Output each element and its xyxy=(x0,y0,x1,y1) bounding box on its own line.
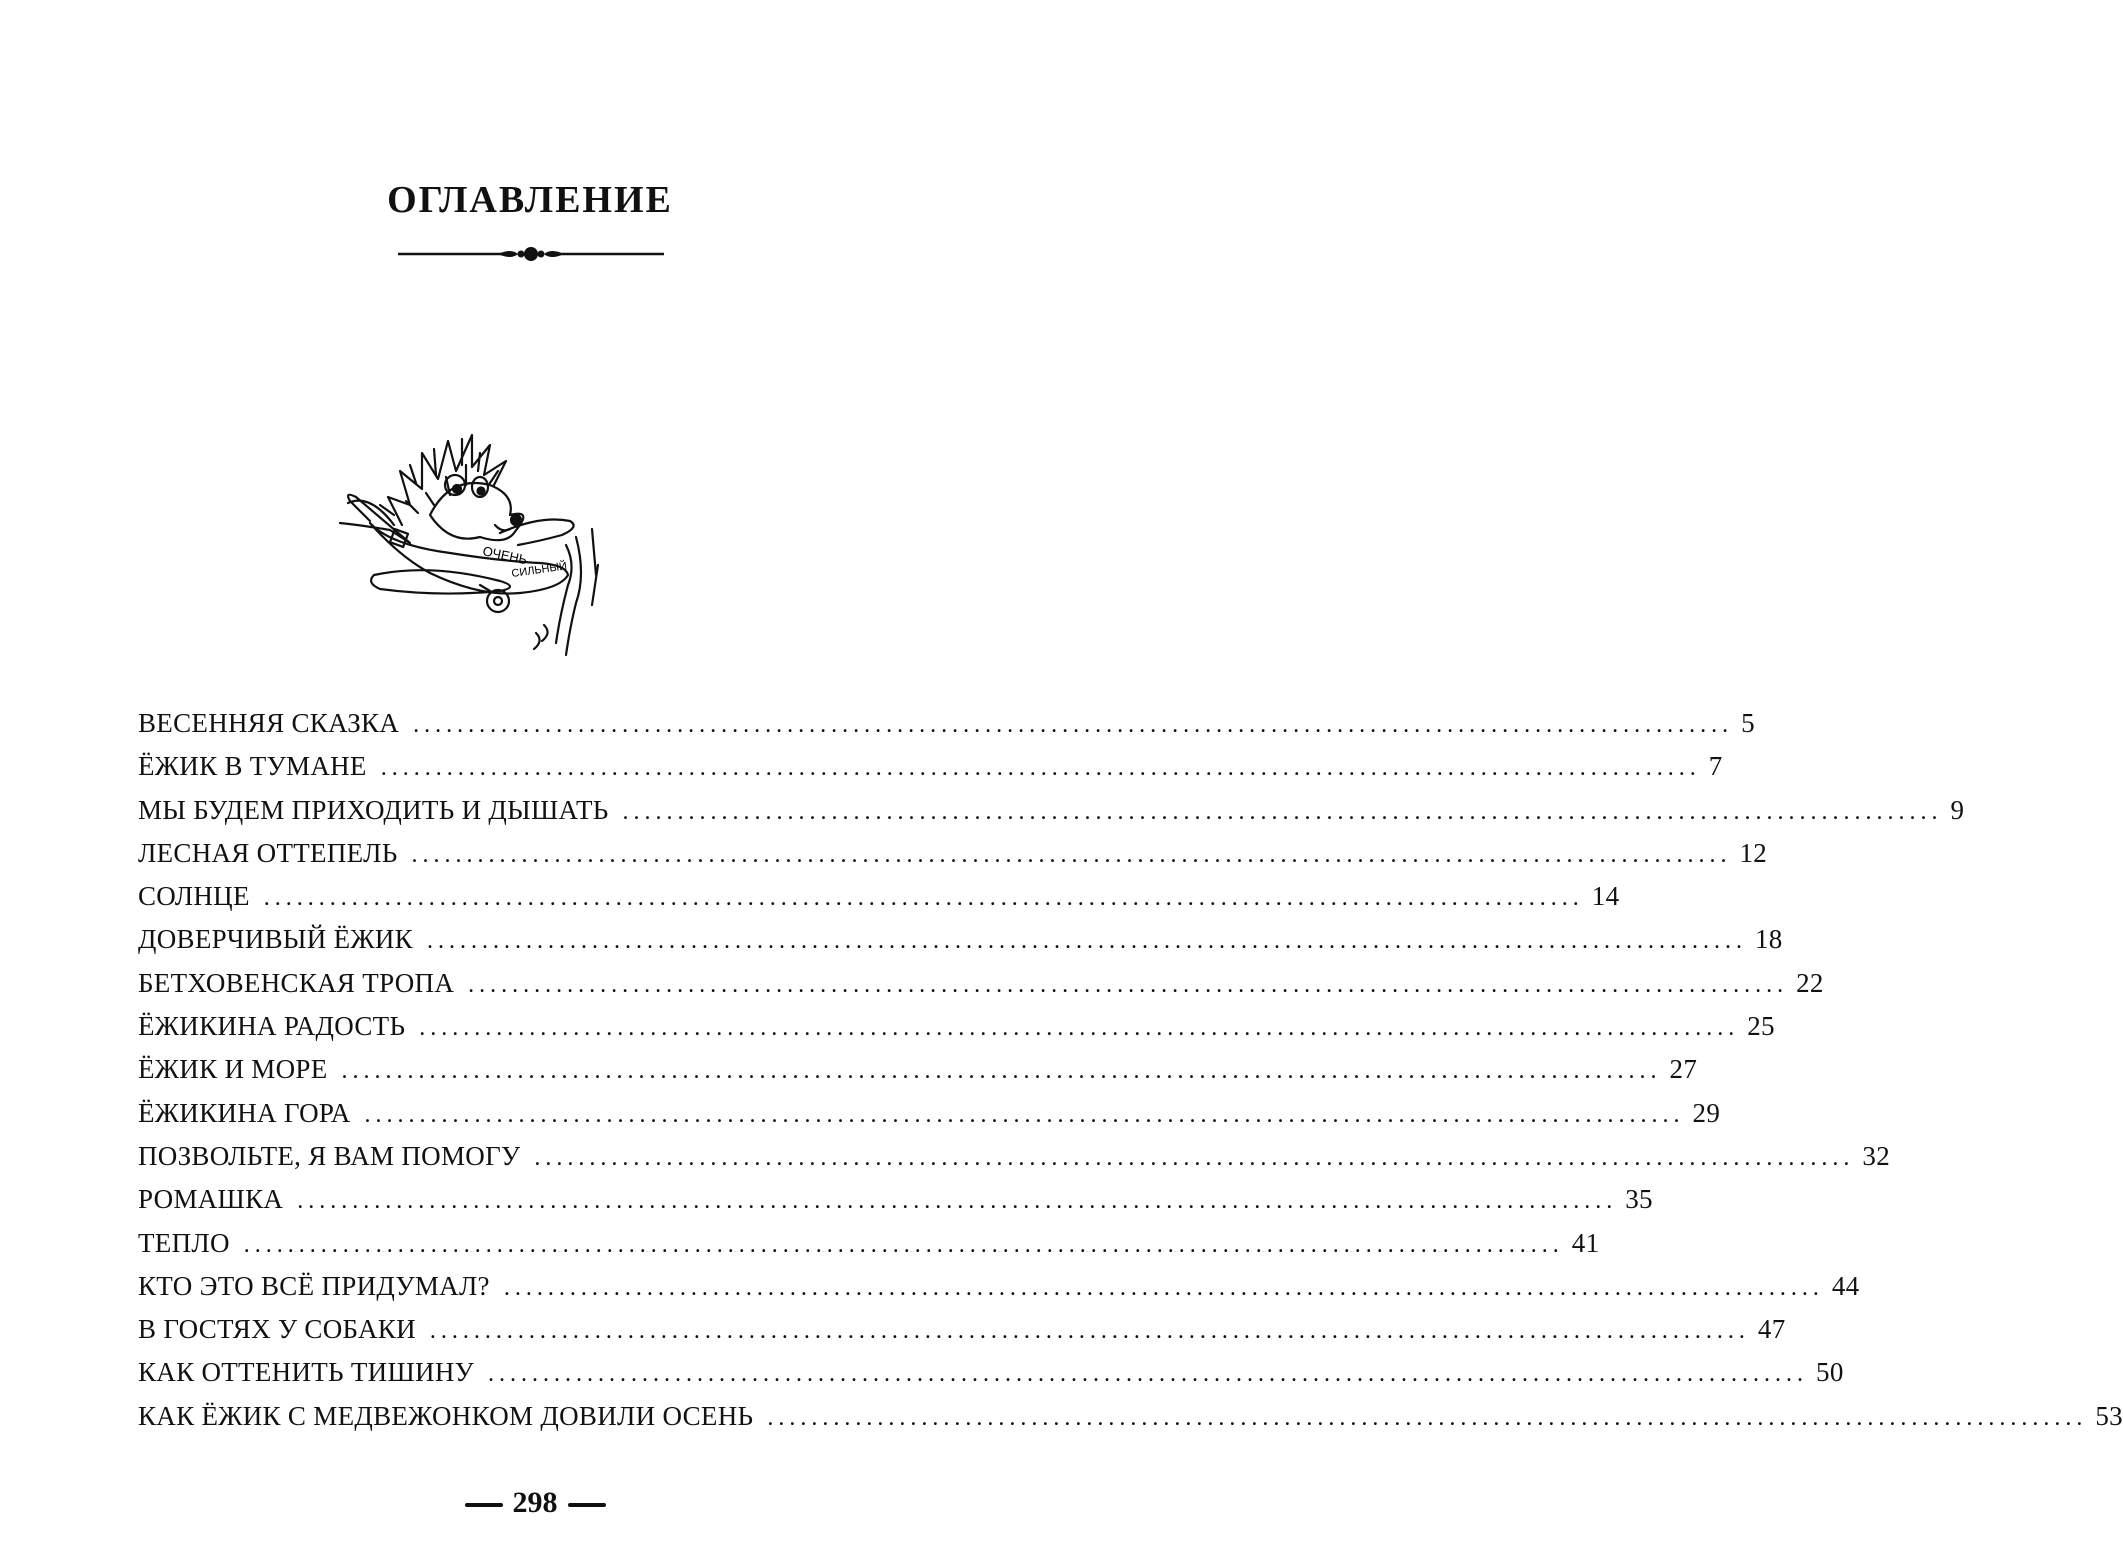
toc-entry-title: ЁЖИК В ТУМАНЕ xyxy=(138,751,367,782)
toc-entry-title: ТЕПЛО xyxy=(138,1227,230,1258)
toc-entry xyxy=(138,794,1965,838)
toc-entry-title: ЁЖИКИНА РАДОСТЬ xyxy=(138,1011,406,1042)
toc-entry-title: ЁЖИКИНА ГОРА xyxy=(138,1097,351,1128)
toc-entry xyxy=(138,1227,1600,1271)
toc-entry xyxy=(138,1357,1844,1400)
toc-leader-dots: ........................................................................................................................ xyxy=(503,1274,1824,1301)
toc-entry-title: СОЛНЦЕ xyxy=(138,881,250,912)
toc-entry xyxy=(138,1097,1721,1141)
toc-entry-page: 50 xyxy=(1816,1357,1844,1388)
page-number-value: 298 xyxy=(512,1486,558,1519)
toc-leader-dots: ........................................................................................................................ xyxy=(429,1318,1750,1345)
toc-entry-title: КАК ОТТЕНИТЬ ТИШИНУ xyxy=(138,1357,475,1388)
toc-entry-title: ЛЕСНАЯ ОТТЕПЕЛЬ xyxy=(138,837,398,868)
toc-entry xyxy=(138,1270,1860,1314)
table-of-contents xyxy=(138,708,2123,1444)
toc-entry-page: 27 xyxy=(1669,1054,1698,1085)
toc-entry-title: ЁЖИК И МОРЕ xyxy=(138,1054,328,1085)
toc-entry-page: 53 xyxy=(2095,1400,2123,1431)
toc-entry-title: РОМАШКА xyxy=(138,1184,284,1215)
toc-entry-page: 35 xyxy=(1625,1184,1653,1215)
toc-entry-title: В ГОСТЯХ У СОБАКИ xyxy=(138,1314,416,1345)
toc-entry-page: 25 xyxy=(1747,1011,1775,1042)
toc-leader-dots: ........................................................................................................................ xyxy=(413,712,1734,738)
toc-entry xyxy=(138,1011,1775,1054)
toc-entry-page: 22 xyxy=(1796,967,1824,998)
toc-entry-page: 14 xyxy=(1591,881,1620,912)
toc-entry-page: 9 xyxy=(1950,794,1965,825)
toc-entry xyxy=(138,751,1723,794)
page-number xyxy=(0,1486,1070,1520)
toc-entry xyxy=(138,1054,1698,1097)
toc-entry-page: 7 xyxy=(1708,751,1723,782)
plane-text-1: ОЧЕНЬ xyxy=(481,543,529,568)
toc-entry-page: 47 xyxy=(1757,1314,1786,1345)
toc-entry xyxy=(138,1314,1786,1357)
toc-entry-title: КАК ЁЖИК С МЕДВЕЖОНКОМ ДОВИЛИ ОСЕНЬ xyxy=(138,1400,754,1431)
toc-entry-page: 29 xyxy=(1692,1097,1721,1128)
toc-entry xyxy=(138,881,1620,924)
toc-leader-dots: ........................................................................................................................ xyxy=(297,1188,1618,1215)
toc-leader-dots: ........................................................................................................................ xyxy=(534,1144,1855,1171)
toc-entry-page: 5 xyxy=(1741,708,1755,738)
toc-leader-dots: ........................................................................................................................ xyxy=(380,755,1701,782)
toc-entry-page: 44 xyxy=(1831,1270,1860,1301)
folio-dash-right xyxy=(568,1503,606,1507)
toc-entry-title: ДОВЕРЧИВЫЙ ЁЖИК xyxy=(138,924,413,955)
toc-entry xyxy=(138,1400,2123,1444)
toc-entry-title: КТО ЭТО ВСЁ ПРИДУМАЛ? xyxy=(138,1270,490,1301)
toc-entry-page: 18 xyxy=(1754,924,1783,955)
toc-leader-dots: ........................................................................................................................ xyxy=(263,885,1584,912)
hedgehog-airplane-illustration xyxy=(330,405,620,665)
toc-entry xyxy=(138,967,1824,1011)
toc-entry-page: 41 xyxy=(1571,1227,1600,1258)
toc-leader-dots: ........................................................................................................................ xyxy=(488,1361,1809,1388)
toc-leader-dots: ........................................................................................................................ xyxy=(622,798,1943,825)
toc-entry-title: БЕТХОВЕНСКАЯ ТРОПА xyxy=(138,967,455,998)
toc-leader-dots: ........................................................................................................................ xyxy=(419,1015,1740,1042)
toc-leader-dots: ........................................................................................................................ xyxy=(767,1404,2088,1431)
toc-leader-dots: ........................................................................................................................ xyxy=(341,1058,1662,1085)
toc-leader-dots: ........................................................................................................................ xyxy=(243,1231,1564,1258)
toc-leader-dots: ........................................................................................................................ xyxy=(426,928,1747,955)
toc-entry-title: МЫ БУДЕМ ПРИХОДИТЬ И ДЫШАТЬ xyxy=(138,794,609,825)
hedgehog-spikes-icon xyxy=(380,435,506,525)
divider-ornament xyxy=(398,244,664,264)
toc-entry xyxy=(138,924,1783,967)
toc-entry xyxy=(138,837,1768,881)
toc-entry-page: 12 xyxy=(1739,837,1768,868)
toc-leader-dots: ........................................................................................................................ xyxy=(411,841,1732,868)
page-heading: ОГЛАВЛЕНИЕ xyxy=(387,179,673,221)
plane-text-2: СИЛЬНЫЙ xyxy=(510,560,568,580)
toc-entry-title: ВЕСЕННЯЯ СКАЗКА xyxy=(138,708,400,738)
toc-entry-page: 32 xyxy=(1862,1140,1891,1171)
toc-leader-dots: ........................................................................................................................ xyxy=(364,1101,1685,1128)
toc-entry xyxy=(138,1140,1891,1184)
folio-dash-left xyxy=(465,1503,503,1507)
toc-entry-title: ПОЗВОЛЬТЕ, Я ВАМ ПОМОГУ xyxy=(138,1140,521,1171)
toc-entry xyxy=(138,708,1755,751)
toc-entry xyxy=(138,1184,1653,1227)
toc-leader-dots: ........................................................................................................................ xyxy=(468,971,1789,998)
